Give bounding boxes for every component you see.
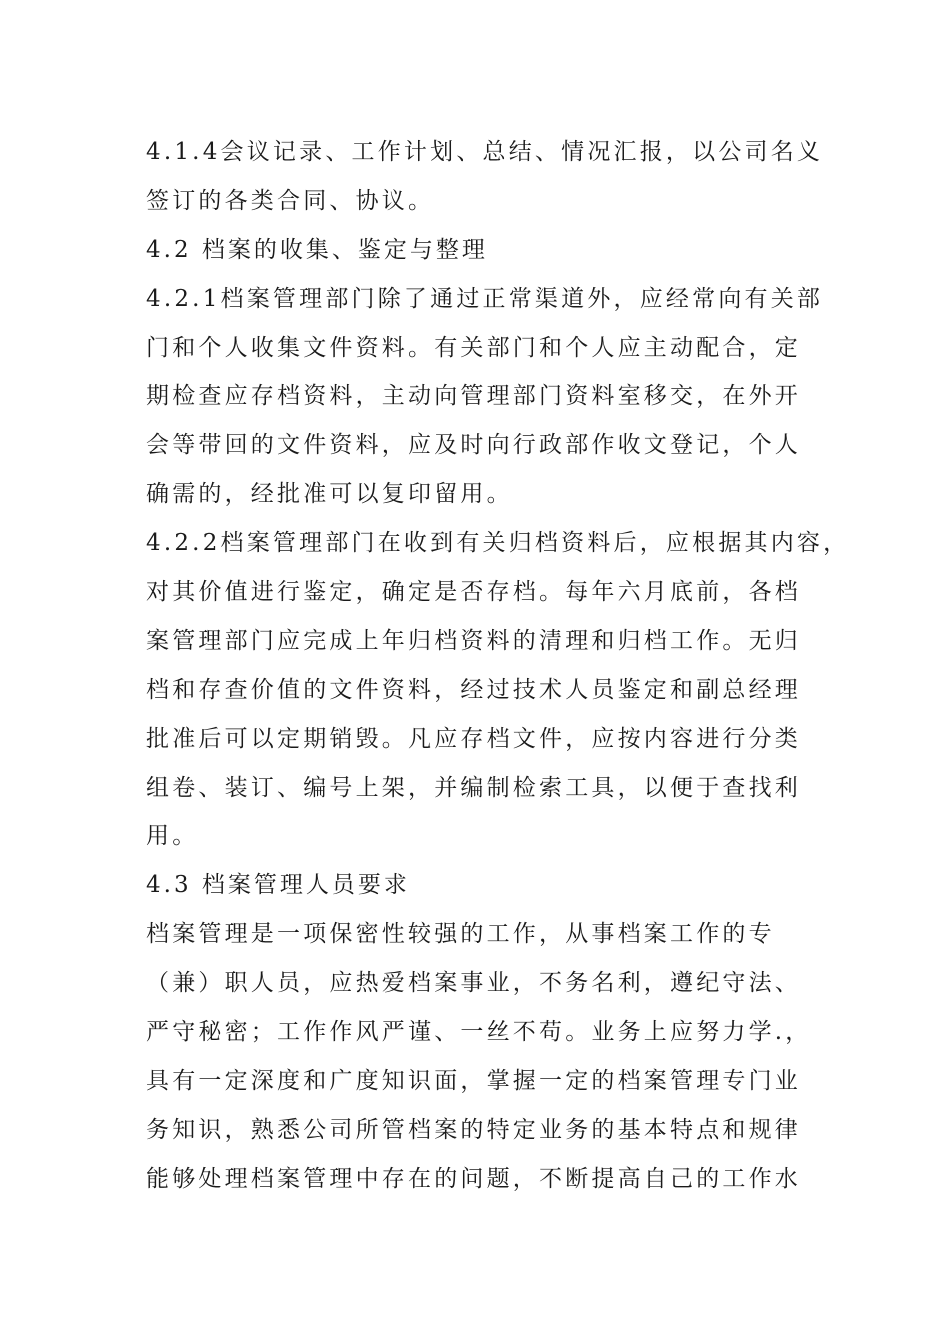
text-line: 签订的各类合同、协议。 xyxy=(146,187,435,214)
text-line: 批准后可以定期销毁。凡应存档文件，应按内容进行分类 xyxy=(146,725,801,752)
text-line: 档和存查价值的文件资料，经过技术人员鉴定和副总经理 xyxy=(146,676,801,703)
text-line: 4.2.2档案管理部门在收到有关归档资料后，应根据其内容， xyxy=(146,530,850,557)
text-line: 对其价值进行鉴定，确定是否存档。每年六月底前，各档 xyxy=(146,579,801,606)
text-line: 门和个人收集文件资料。有关部门和个人应主动配合，定 xyxy=(146,334,801,361)
text-line: 确需的，经批准可以复印留用。 xyxy=(146,481,513,508)
text-line: 具有一定深度和广度知识面，掌握一定的档案管理专门业 xyxy=(146,1067,801,1094)
text-line: 能够处理档案管理中存在的问题，不断提高自己的工作水 xyxy=(146,1165,801,1192)
document-body xyxy=(146,128,850,1204)
text-line: 务知识，熟悉公司所管档案的特定业务的基本特点和规律 xyxy=(146,1116,801,1143)
text-line: 期检查应存档资料，主动向管理部门资料室移交，在外开 xyxy=(146,383,801,410)
text-line: 案管理部门应完成上年归档资料的清理和归档工作。无归 xyxy=(146,627,801,654)
text-line: 4.2.1档案管理部门除了通过正常渠道外，应经常向有关部 xyxy=(146,285,824,312)
text-line: （兼）职人员，应热爱档案事业，不务名利，遵纪守法、 xyxy=(146,970,801,997)
section-heading-4-3: 4.3 档案管理人员要求 xyxy=(146,872,410,899)
text-line: 用。 xyxy=(146,823,199,850)
text-line: 严守秘密；工作作风严谨、一丝不苟。业务上应努力学.， xyxy=(146,1019,812,1046)
text-line: 4.1.4会议记录、工作计划、总结、情况汇报，以公司名义 xyxy=(146,139,824,165)
text-line: 会等带回的文件资料，应及时向行政部作收文登记，个人 xyxy=(146,432,801,459)
section-heading-4-2: 4.2 档案的收集、鉴定与整理 xyxy=(146,236,488,263)
text-line: 组卷、装订、编号上架，并编制检索工具，以便于查找利 xyxy=(146,774,801,801)
text-line: 档案管理是一项保密性较强的工作，从事档案工作的专 xyxy=(146,921,775,948)
